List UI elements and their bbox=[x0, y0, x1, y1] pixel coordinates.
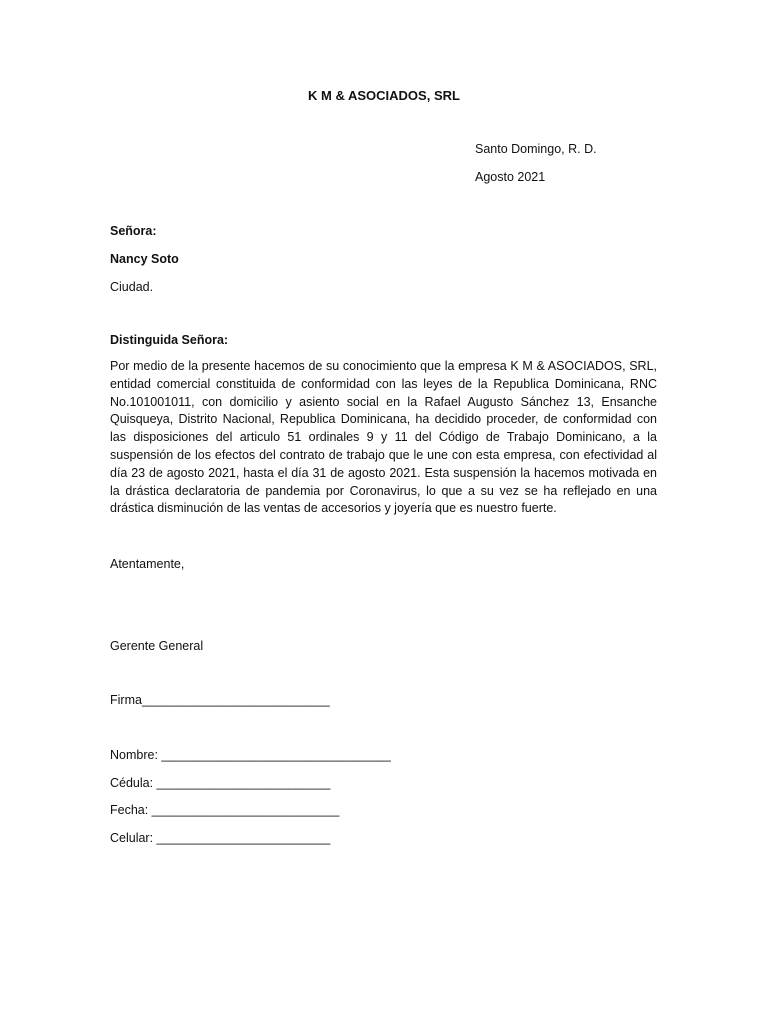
closing: Atentamente, bbox=[110, 557, 185, 571]
letter-body: Por medio de la presente hacemos de su conocimiento que la empresa K M & ASOCIADOS, SRL, entidad comercial constituida de conformidad con las leyes de la Republica Dominicana, RNC No.101001011, con domicilio y asiento social en la Rafael Augusto Sánchez 13, Ensanche Quisqueya, Distrito Nacional, Republica Dominicana, ha decidido proceder, de conformidad con las disposiciones del articulo 51 ordinales 9 y 11 del Código de Trabajo Dominicano, a la suspensión de los efectos del contrato de trabajo que le une con esta empresa, con efectividad al día 23 de agosto 2021, hasta el día 31 de agosto 2021. Esta suspensión la hacemos motivada en la drástica declaratoria de pandemia por Coronavirus, lo que a su vez se ha reflejado en una drástica disminución de las ventas de accesorios y joyería que es nuestro fuerte. bbox=[110, 359, 657, 516]
signer-role: Gerente General bbox=[110, 639, 204, 653]
greeting: Distinguida Señora: bbox=[110, 333, 229, 347]
signature-line: Firma___________________________ bbox=[110, 693, 330, 707]
date-field-line: Fecha: ___________________________ bbox=[110, 803, 340, 817]
id-field-line: Cédula: _________________________ bbox=[110, 776, 331, 790]
name-field-line: Nombre: _________________________________ bbox=[110, 748, 391, 762]
addressee-name: Nancy Soto bbox=[110, 252, 179, 266]
salutation: Señora: bbox=[110, 224, 157, 238]
company-name: K M & ASOCIADOS, SRL bbox=[308, 88, 460, 103]
letter-place: Santo Domingo, R. D. bbox=[475, 142, 597, 156]
addressee-city: Ciudad. bbox=[110, 280, 154, 294]
letter-date: Agosto 2021 bbox=[475, 170, 546, 184]
phone-field-line: Celular: _________________________ bbox=[110, 831, 331, 845]
